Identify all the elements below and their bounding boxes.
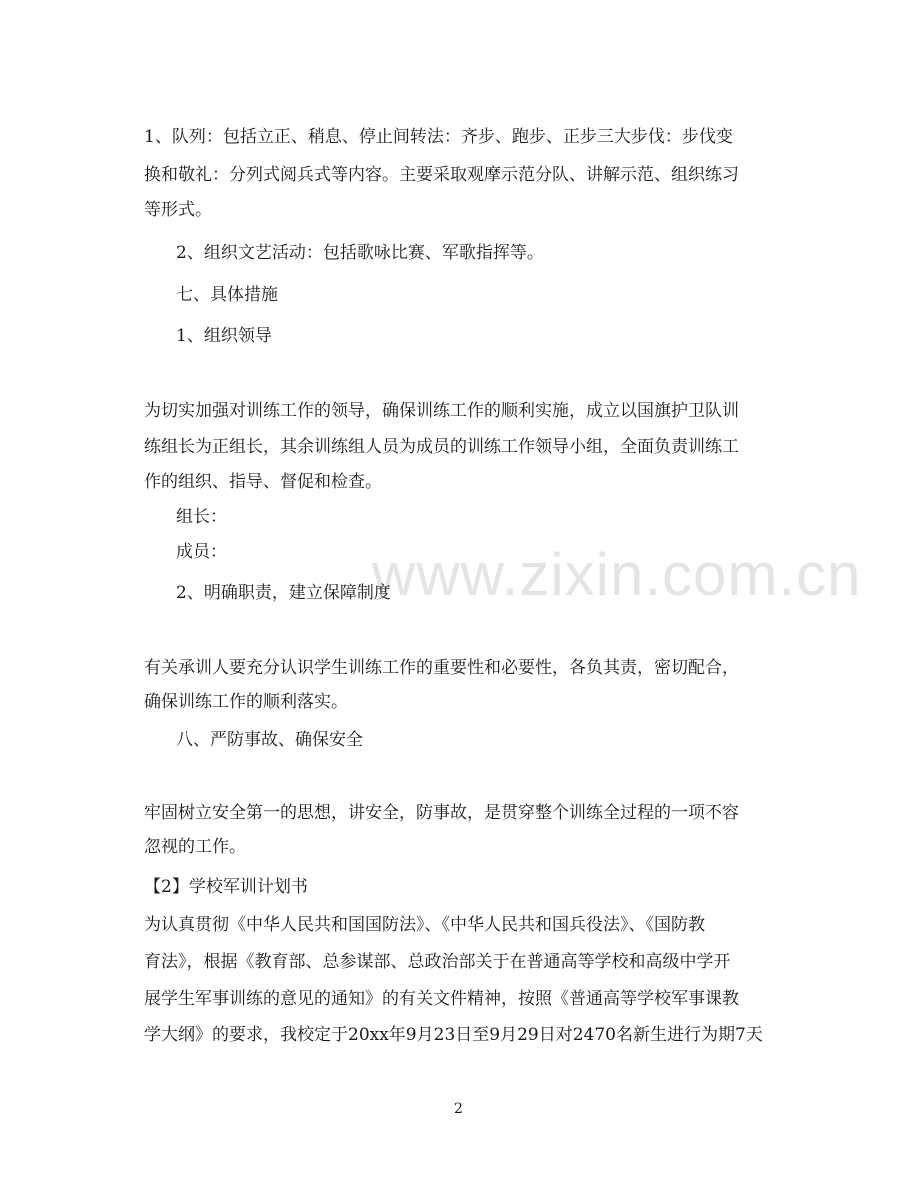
section-heading: 七、具体措施 <box>176 285 278 305</box>
text-line: 组长： <box>176 507 227 527</box>
subsection-heading: 2、明确职责，建立保障制度 <box>176 583 391 603</box>
text-line: 学大纲》的要求，我校定于20xx年9月23日至9月29日对2470名新生进行为期7天 <box>144 1025 763 1045</box>
text-line: 2、组织文艺活动：包括歌咏比赛、军歌指挥等。 <box>176 243 544 263</box>
text-line: 作的组织、指导、督促和检查。 <box>144 472 382 492</box>
page-number: 2 <box>454 1101 463 1117</box>
text-line: 展学生军事训练的意见的通知》的有关文件精神，按照《普通高等学校军事课教 <box>144 989 739 1009</box>
text-line: 成员： <box>176 542 227 562</box>
section-heading: 八、严防事故、确保安全 <box>176 730 363 750</box>
text-line: 为切实加强对训练工作的领导，确保训练工作的顺利实施，成立以国旗护卫队训 <box>144 401 739 421</box>
text-line: 牢固树立安全第一的思想，讲安全，防事故，是贯穿整个训练全过程的一项不容 <box>144 803 739 823</box>
text-line: 为认真贯彻《中华人民共和国国防法》、《中华人民共和国兵役法》、《国防教 <box>144 915 705 935</box>
text-line: 确保训练工作的顺利落实。 <box>144 692 348 712</box>
text-line: 等形式。 <box>144 200 212 220</box>
text-line: 换和敬礼：分列式阅兵式等内容。主要采取观摩示范分队、讲解示范、组织练习 <box>144 165 739 185</box>
subsection-heading: 1、组织领导 <box>176 326 272 346</box>
text-line: 忽视的工作。 <box>144 837 246 857</box>
document-title: 【2】学校军训计划书 <box>144 877 308 897</box>
text-line: 1、队列：包括立正、稍息、停止间转法：齐步、跑步、正步三大步伐：步伐变 <box>144 127 733 147</box>
text-line: 练组长为正组长，其余训练组人员为成员的训练工作领导小组，全面负责训练工 <box>144 437 739 457</box>
watermark-text: www.zixin.com.cn <box>372 541 862 608</box>
text-line: 育法》，根据《教育部、总参谋部、总政治部关于在普通高等学校和高级中学开 <box>144 952 731 972</box>
text-line: 有关承训人要充分认识学生训练工作的重要性和必要性，各负其责，密切配合， <box>144 658 739 678</box>
